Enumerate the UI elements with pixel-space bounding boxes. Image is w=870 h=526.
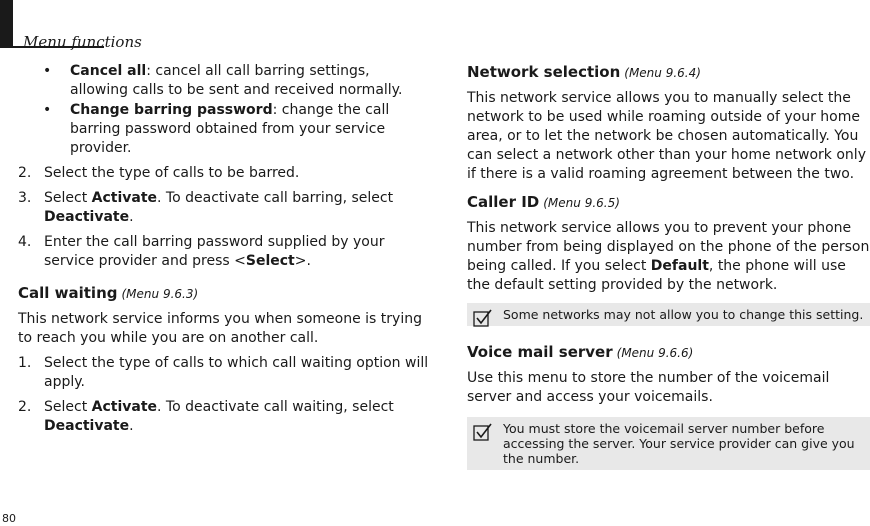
step-text: Select: [44, 399, 92, 415]
section-body: This network service allows you to manually select the network to be used while roaming outside of your home area, or to let the network be chosen automatically. You can select a network other than your home network only if there is a valid roaming agreement between the two.: [467, 90, 866, 182]
bullet-dot: •: [43, 102, 52, 118]
step-item: [18, 164, 430, 183]
note-box: [467, 303, 870, 326]
checkbox-tick-icon: [473, 423, 493, 441]
body-text: This network service allows you to prevent your phone number from being displayed on the phone of the person being called. If you select: [467, 220, 870, 274]
step-number: 3.: [18, 190, 32, 206]
note-text: You must store the voicemail server number before accessing the server. Your service provider can give you the number.: [503, 421, 855, 466]
step-item: [18, 354, 430, 392]
menu-reference: (Menu 9.6.5): [543, 196, 620, 210]
section-body: Use this menu to store the number of the voicemail server and access your voicemails.: [467, 370, 830, 405]
step-bold: Select: [245, 253, 295, 269]
step-item: [18, 398, 430, 436]
step-text: Enter the call barring password supplied by your service provider and press <: [44, 234, 385, 269]
step-bold: Activate: [91, 399, 158, 415]
bullet-item: [18, 101, 430, 158]
menu-reference: (Menu 9.6.6): [616, 346, 694, 360]
step-bold: Deactivate: [44, 418, 130, 434]
page-number: 80: [2, 512, 16, 525]
bullet-term: Cancel all: [70, 63, 147, 79]
page-header-title: Menu functions: [23, 33, 142, 51]
section-body: This network service informs you when someone is trying to reach you while you are on another call.: [18, 311, 422, 346]
bullet-text: : cancel all call barring settings, allowing calls to be sent and received normally.: [70, 63, 403, 98]
left-column: [18, 62, 430, 442]
step-bold: Activate: [91, 190, 158, 206]
step-text: Select the type of calls to which call waiting option will apply.: [44, 355, 429, 390]
step-text: .: [129, 209, 134, 225]
step-text: .: [129, 418, 134, 434]
body-text: , the phone will use the default setting provided by the network.: [467, 258, 846, 293]
step-text: . To deactivate call waiting, select: [157, 399, 394, 415]
body-bold: Default: [650, 258, 709, 274]
section-body: [467, 219, 870, 295]
note-text: Some networks may not allow you to change this setting.: [503, 307, 864, 322]
step-text: Select the type of calls to be barred.: [44, 165, 300, 181]
checkbox-tick-icon: [473, 309, 493, 327]
section-title-text: Caller ID: [467, 193, 540, 211]
right-column: [467, 62, 870, 484]
menu-reference: (Menu 9.6.4): [624, 66, 701, 80]
bullet-term: Change barring password: [70, 102, 273, 118]
section-title-network-selection: [467, 62, 870, 83]
header-bar: [0, 0, 13, 48]
section-title-caller-id: [467, 192, 870, 213]
step-bold: Deactivate: [44, 209, 130, 225]
section-title-text: Network selection: [467, 63, 621, 81]
section-title-call-waiting: [18, 283, 430, 304]
bullet-item: [18, 62, 430, 100]
section-title-text: Voice mail server: [467, 343, 613, 361]
bullet-text: : change the call barring password obtained from your service provider.: [70, 102, 390, 156]
step-item: [18, 189, 430, 227]
note-box: [467, 417, 870, 470]
step-text: . To deactivate call barring, select: [157, 190, 394, 206]
step-number: 2.: [18, 165, 32, 181]
step-item: [18, 233, 430, 271]
step-number: 1.: [18, 355, 32, 371]
section-title-text: Call waiting: [18, 284, 118, 302]
section-title-voice-mail: [467, 342, 870, 363]
menu-reference: (Menu 9.6.3): [121, 287, 199, 301]
step-text: >.: [294, 253, 311, 269]
step-text: Select: [44, 190, 92, 206]
bullet-dot: •: [43, 63, 52, 79]
step-number: 2.: [18, 399, 32, 415]
step-number: 4.: [18, 234, 32, 250]
